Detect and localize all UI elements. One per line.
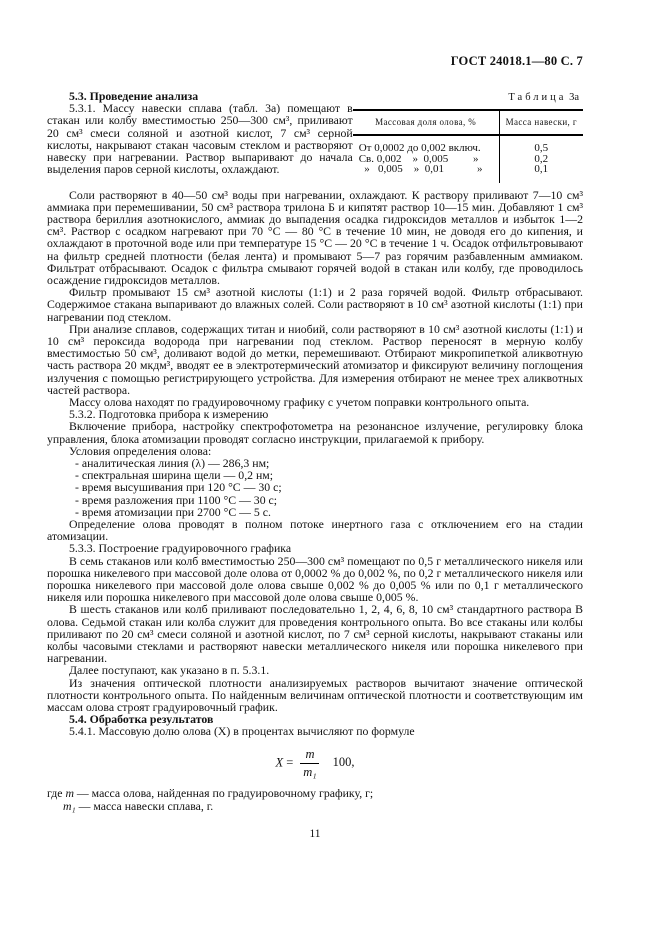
cell-range: » 0,005 » 0,01 »	[353, 164, 499, 183]
formula-factor: 100,	[332, 755, 355, 770]
where-definition: — масса навески сплава, г.	[75, 798, 214, 813]
document-code: ГОСТ 24018.1—80 С. 7	[450, 54, 583, 68]
formula-equals: =	[286, 755, 294, 770]
body-paragraph: При анализе сплавов, содержащих титан и ниобий, соли растворяют в 10 см³ азотной кислоты (1:1) и 10 см³ пероксида водорода при нагревании под стеклом. Раствор переносят в мерную колбу вместимостью 50 см³, доливают водой до метки, перемешивают. Отбирают микропипеткой аликвотную часть раствора 20 мкдм³, вводят ее в электротермический атомизатор и фиксируют величину поглощения излучения с помощью регистрирующего устройства. Для измерения отбирают не менее трех аликвотных частей раствора.	[47, 321, 583, 397]
column-header-mass-fraction: Массовая доля олова, %	[353, 110, 499, 135]
cell-mass: 0,2	[534, 152, 549, 165]
body-text	[47, 189, 583, 738]
variable-m: m	[65, 785, 74, 800]
body-paragraph: Соли растворяют в 40—50 см³ воды при нагревании, охлаждают. К раствору приливают 7—10 см³ аммиака при перемешивании, 50 см³ раствора трилона Б и кипятят раствор 10—15 мин. Добавляют 1 см³ раствора бериллия азотнокислого, аммиак до выпадения осадка гидроксидов металлов и избыток 1—2 см³. Раствор с осадком нагревают при 70 °С — 80 °С в течение 10 мин, не доводя его до кипения, и охлаждают в проточной воде или при температуре 15 °С — 20 °С в течение 1 ч. Осадок отфильтровывают на фильтр средней плотности (белая лента) и промывают 5—7 раз горячим разбавленным аммиаком. Фильтрат отбрасывают. Осадок с фильтра смывают горячей водой в стакан или колбу, где проводилось осаждение гидроксидов металлов.	[47, 187, 583, 287]
formula-denominator: m₁	[303, 764, 317, 779]
condition-list-item: - время атомизации при 2700 °С — 5 с.	[75, 504, 271, 519]
table-caption-number: 3а	[569, 92, 579, 103]
table-column	[353, 90, 583, 183]
section-heading-5-3-3: 5.3.3. Построение градуировочного графика	[69, 541, 292, 556]
where-prefix: где	[47, 785, 66, 800]
body-paragraph: В шесть стаканов или колб приливают последовательно 1, 2, 4, 6, 8, 10 см³ стандартного раствора В олова. Седьмой стакан или колба служит для проведения контрольного опыта. Во все стаканы или колбы приливают по 20 см³ смеси соляной и азотной кислот, по 7 см³ серной кислоты, накрывают стаканы или колбы часовыми стеклами и растворяют навески металлического никеля или порошка никелевого при нагревании.	[47, 602, 583, 666]
table-caption	[353, 92, 583, 103]
cell-range: Св. 0,002 » 0,005 »	[353, 154, 499, 165]
body-paragraph: Массу олова находят по градуировочному графику с учетом поправки контрольного опыта.	[69, 394, 530, 409]
table-caption-label: Таблица	[508, 92, 567, 103]
cell-mass: 0,5	[534, 142, 549, 154]
table-3a	[353, 109, 583, 183]
left-text-column	[47, 90, 353, 183]
condition-list-item: - аналитическая линия (λ) — 286,3 нм;	[75, 455, 270, 470]
where-definition: — масса олова, найденная по градуировочному графику, г;	[73, 785, 374, 800]
table-header-row	[353, 110, 583, 135]
body-paragraph: Далее поступают, как указано в п. 5.3.1.	[69, 663, 270, 678]
top-block	[47, 90, 583, 183]
formula-numerator: m	[300, 747, 319, 764]
page-header	[47, 54, 583, 69]
formula-mass-fraction	[47, 747, 583, 780]
section-heading-5-4: 5.4. Обработка результатов	[69, 712, 214, 727]
where-line-m1	[63, 800, 583, 813]
body-paragraph: Включение прибора, настройку спектрофотометра на резонансное излучение, регулировку блока управления, блока атомизации проводят согласно инструкции, прилагаемой к прибору.	[47, 419, 583, 446]
body-paragraph: Из значения оптической плотности анализируемых растворов вычитают значение оптической плотности контрольного опыта. По найденным величинам оптической плотности и соответствующим им массам олова строят градуировочный график.	[47, 675, 583, 715]
section-heading-5-3: 5.3. Проведение анализа	[69, 89, 199, 103]
cell-mass: 0,1	[534, 163, 549, 175]
formula-lhs: X	[275, 755, 284, 770]
cell-range: От 0,0002 до 0,002 включ.	[353, 135, 499, 154]
body-paragraph: В семь стаканов или колб вместимостью 250—300 см³ помещают по 0,5 г металлического никеля или порошка никелевого при массовой доле олова от 0,0002 % до 0,002 %, по 0,2 г металлического никеля или порошка никелевого при массовой доле олова свыше 0,002 % до 0,005 % или по 0,1 г металлического никеля или порошка никелевого при массовой доле олова свыше 0,005 %.	[47, 553, 583, 605]
page-number: 11	[309, 827, 321, 840]
where-clause	[47, 787, 583, 813]
table-row	[353, 135, 583, 154]
condition-list-item: - время разложения при 1100 °С — 30 с;	[75, 492, 278, 507]
formula-fraction	[300, 747, 319, 780]
body-paragraph: Условия определения олова:	[69, 443, 212, 458]
column-header-sample-mass: Масса навески, г	[499, 110, 583, 135]
table-row	[353, 164, 583, 183]
paragraph-5-4-1: 5.4.1. Массовую долю олова (X) в процентах вычисляют по формуле	[69, 724, 415, 739]
section-heading-5-3-2: 5.3.2. Подготовка прибора к измерению	[69, 407, 269, 422]
condition-list-item: - время высушивания при 120 °С — 30 с;	[75, 480, 282, 495]
body-paragraph: Фильтр промывают 15 см³ азотной кислоты (1:1) и 2 раза горячей водой. Фильтр отбрасывают. Содержимое стакана выпаривают до влажных солей. Соли растворяют в 10 см³ азотной кислоты (1:1) при нагревании под стеклом.	[47, 285, 583, 324]
variable-m1: m₁	[63, 798, 76, 813]
body-paragraph: Определение олова проводят в полном потоке инертного газа с отключением его на стадии атомизации.	[47, 516, 583, 544]
condition-list-item: - спектральная ширина щели — 0,2 нм;	[75, 468, 274, 483]
paragraph-5-3-1: 5.3.1. Массу навески сплава (табл. 3а) помещают в стакан или колбу вместимостью 250—300 см³, приливают 20 см³ смеси соляной и азотной кислот, 7 см³ серной кислоты, накрывают стакан часовым стеклом и растворяют навеску при нагревании. Раствор выпаривают до начала выделения паров серной кислоты, охлаждают.	[47, 101, 353, 177]
